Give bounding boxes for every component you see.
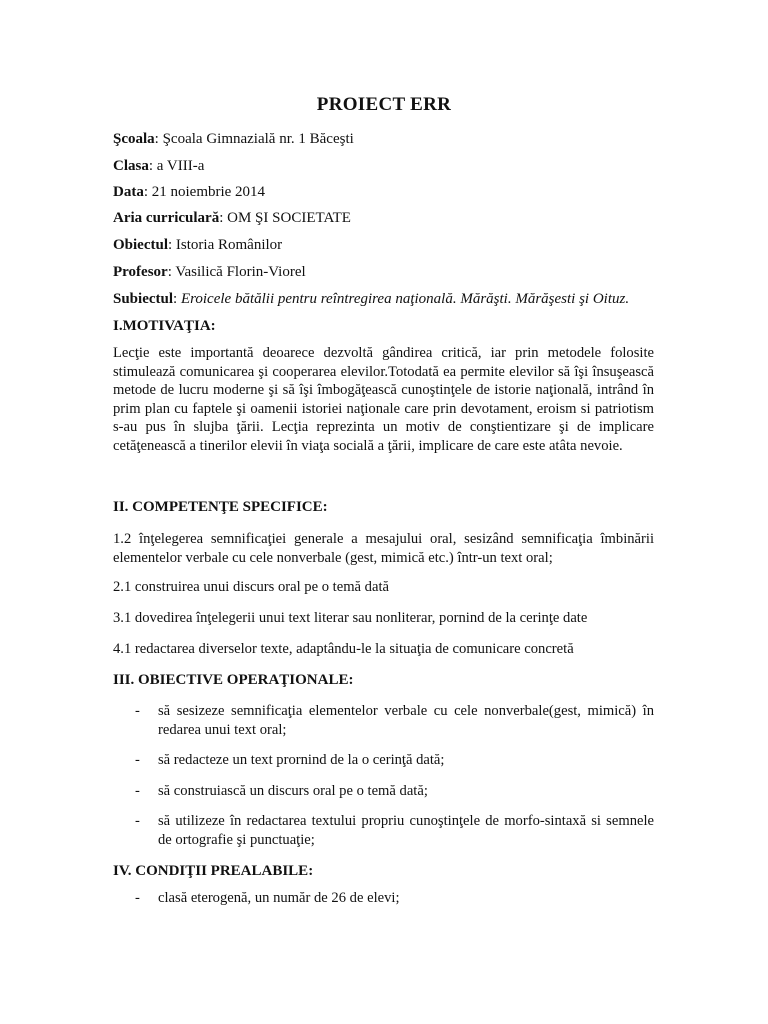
field-label: Clasa	[113, 158, 149, 174]
field-label: Subiectul	[113, 291, 174, 307]
section-heading-obiective: III. OBIECTIVE OPERAŢIONALE:	[113, 672, 354, 688]
bullet-dash: -	[135, 703, 140, 719]
document-title: PROIECT ERR	[316, 94, 452, 115]
field-value: Eroicele bătălii pentru reîntregirea naţională. Mărăşti. Mărăşesti şi Oituz.	[180, 291, 630, 307]
competenta-item: 3.1 dovedirea înţelegerii unui text literar sau nonliterar, pornind de la cerinţe date	[113, 610, 588, 626]
competenta-item: 1.2 înţelegerea semnificaţiei generale a mesajului oral, sesizând semnificaţia îmbinării elementelor verbale cu cele nonverbale (gest, mimică etc.) într-un text oral;	[113, 531, 654, 566]
section-heading-motivatia: I.MOTIVAŢIA:	[113, 318, 216, 334]
field-value: : Şcoala Gimnazială nr. 1 Băceşti	[154, 131, 354, 147]
field-profesor	[113, 263, 306, 281]
field-label: Aria curriculară	[113, 210, 220, 226]
field-data	[113, 183, 265, 201]
field-colon: :	[173, 291, 181, 307]
objective-text: să utilizeze în redactarea textului propriu cunoştinţele de morfo-sintaxă si semnele de ortografie şi punctuaţie;	[158, 813, 654, 848]
condition-text: clasă eterogenă, un număr de 26 de elevi;	[158, 890, 400, 906]
field-value: : Istoria Românilor	[168, 237, 283, 253]
field-label: Data	[113, 184, 144, 200]
section-heading-conditii: IV. CONDIŢII PREALABILE:	[113, 863, 314, 879]
field-clasa	[113, 157, 204, 175]
competenta-item: 4.1 redactarea diverselor texte, adaptându-le la situaţia de comunicare concretă	[113, 641, 574, 657]
bullet-dash: -	[135, 890, 140, 906]
competenta-item: 2.1 construirea unui discurs oral pe o temă dată	[113, 579, 389, 595]
field-value: : 21 noiembrie 2014	[143, 184, 266, 200]
section-heading-competente: II. COMPETENŢE SPECIFICE:	[113, 499, 328, 515]
field-obiectul	[113, 236, 282, 254]
field-label: Şcoala	[113, 131, 155, 147]
bullet-dash: -	[135, 813, 140, 829]
field-subiectul	[113, 290, 629, 308]
field-value: : a VIII-a	[148, 158, 205, 174]
objective-text: să construiască un discurs oral pe o temă dată;	[158, 783, 428, 799]
field-label: Profesor	[113, 264, 168, 280]
motivatia-paragraph: Lecţie este importantă deoarece dezvoltă gândirea critică, iar prin metodele folosite stimulează comunicarea şi cooperarea elevilor.Totodată ea permite elevilor să îşi însuşească metode de lucru moderne şi să îşi îmbogăţească cunoştinţele de istorie naţională, intrând în prim plan cu faptele şi oamenii istoriei naţionale care prin devotament, eroism si patriotism s-au pus în slujba ţării. Lecţia reprezinta un motiv de conştientizare şi de implicare cetăţenească a tinerilor elevii în viaţa socială a ţării, implicare de care este atâta nevoie.	[113, 345, 654, 454]
field-value: : OM ŞI SOCIETATE	[219, 210, 351, 226]
field-aria-curriculara	[113, 209, 351, 227]
field-scoala	[113, 130, 354, 148]
bullet-dash: -	[135, 783, 140, 799]
objective-text: să sesizeze semnificaţia elementelor verbale cu cele nonverbale(gest, mimică) în redarea unui text oral;	[158, 703, 654, 738]
field-label: Obiectul	[113, 237, 168, 253]
objective-text: să redacteze un text prornind de la o cerinţă dată;	[158, 752, 445, 768]
field-value: : Vasilică Florin-Viorel	[167, 264, 306, 280]
bullet-dash: -	[135, 752, 140, 768]
